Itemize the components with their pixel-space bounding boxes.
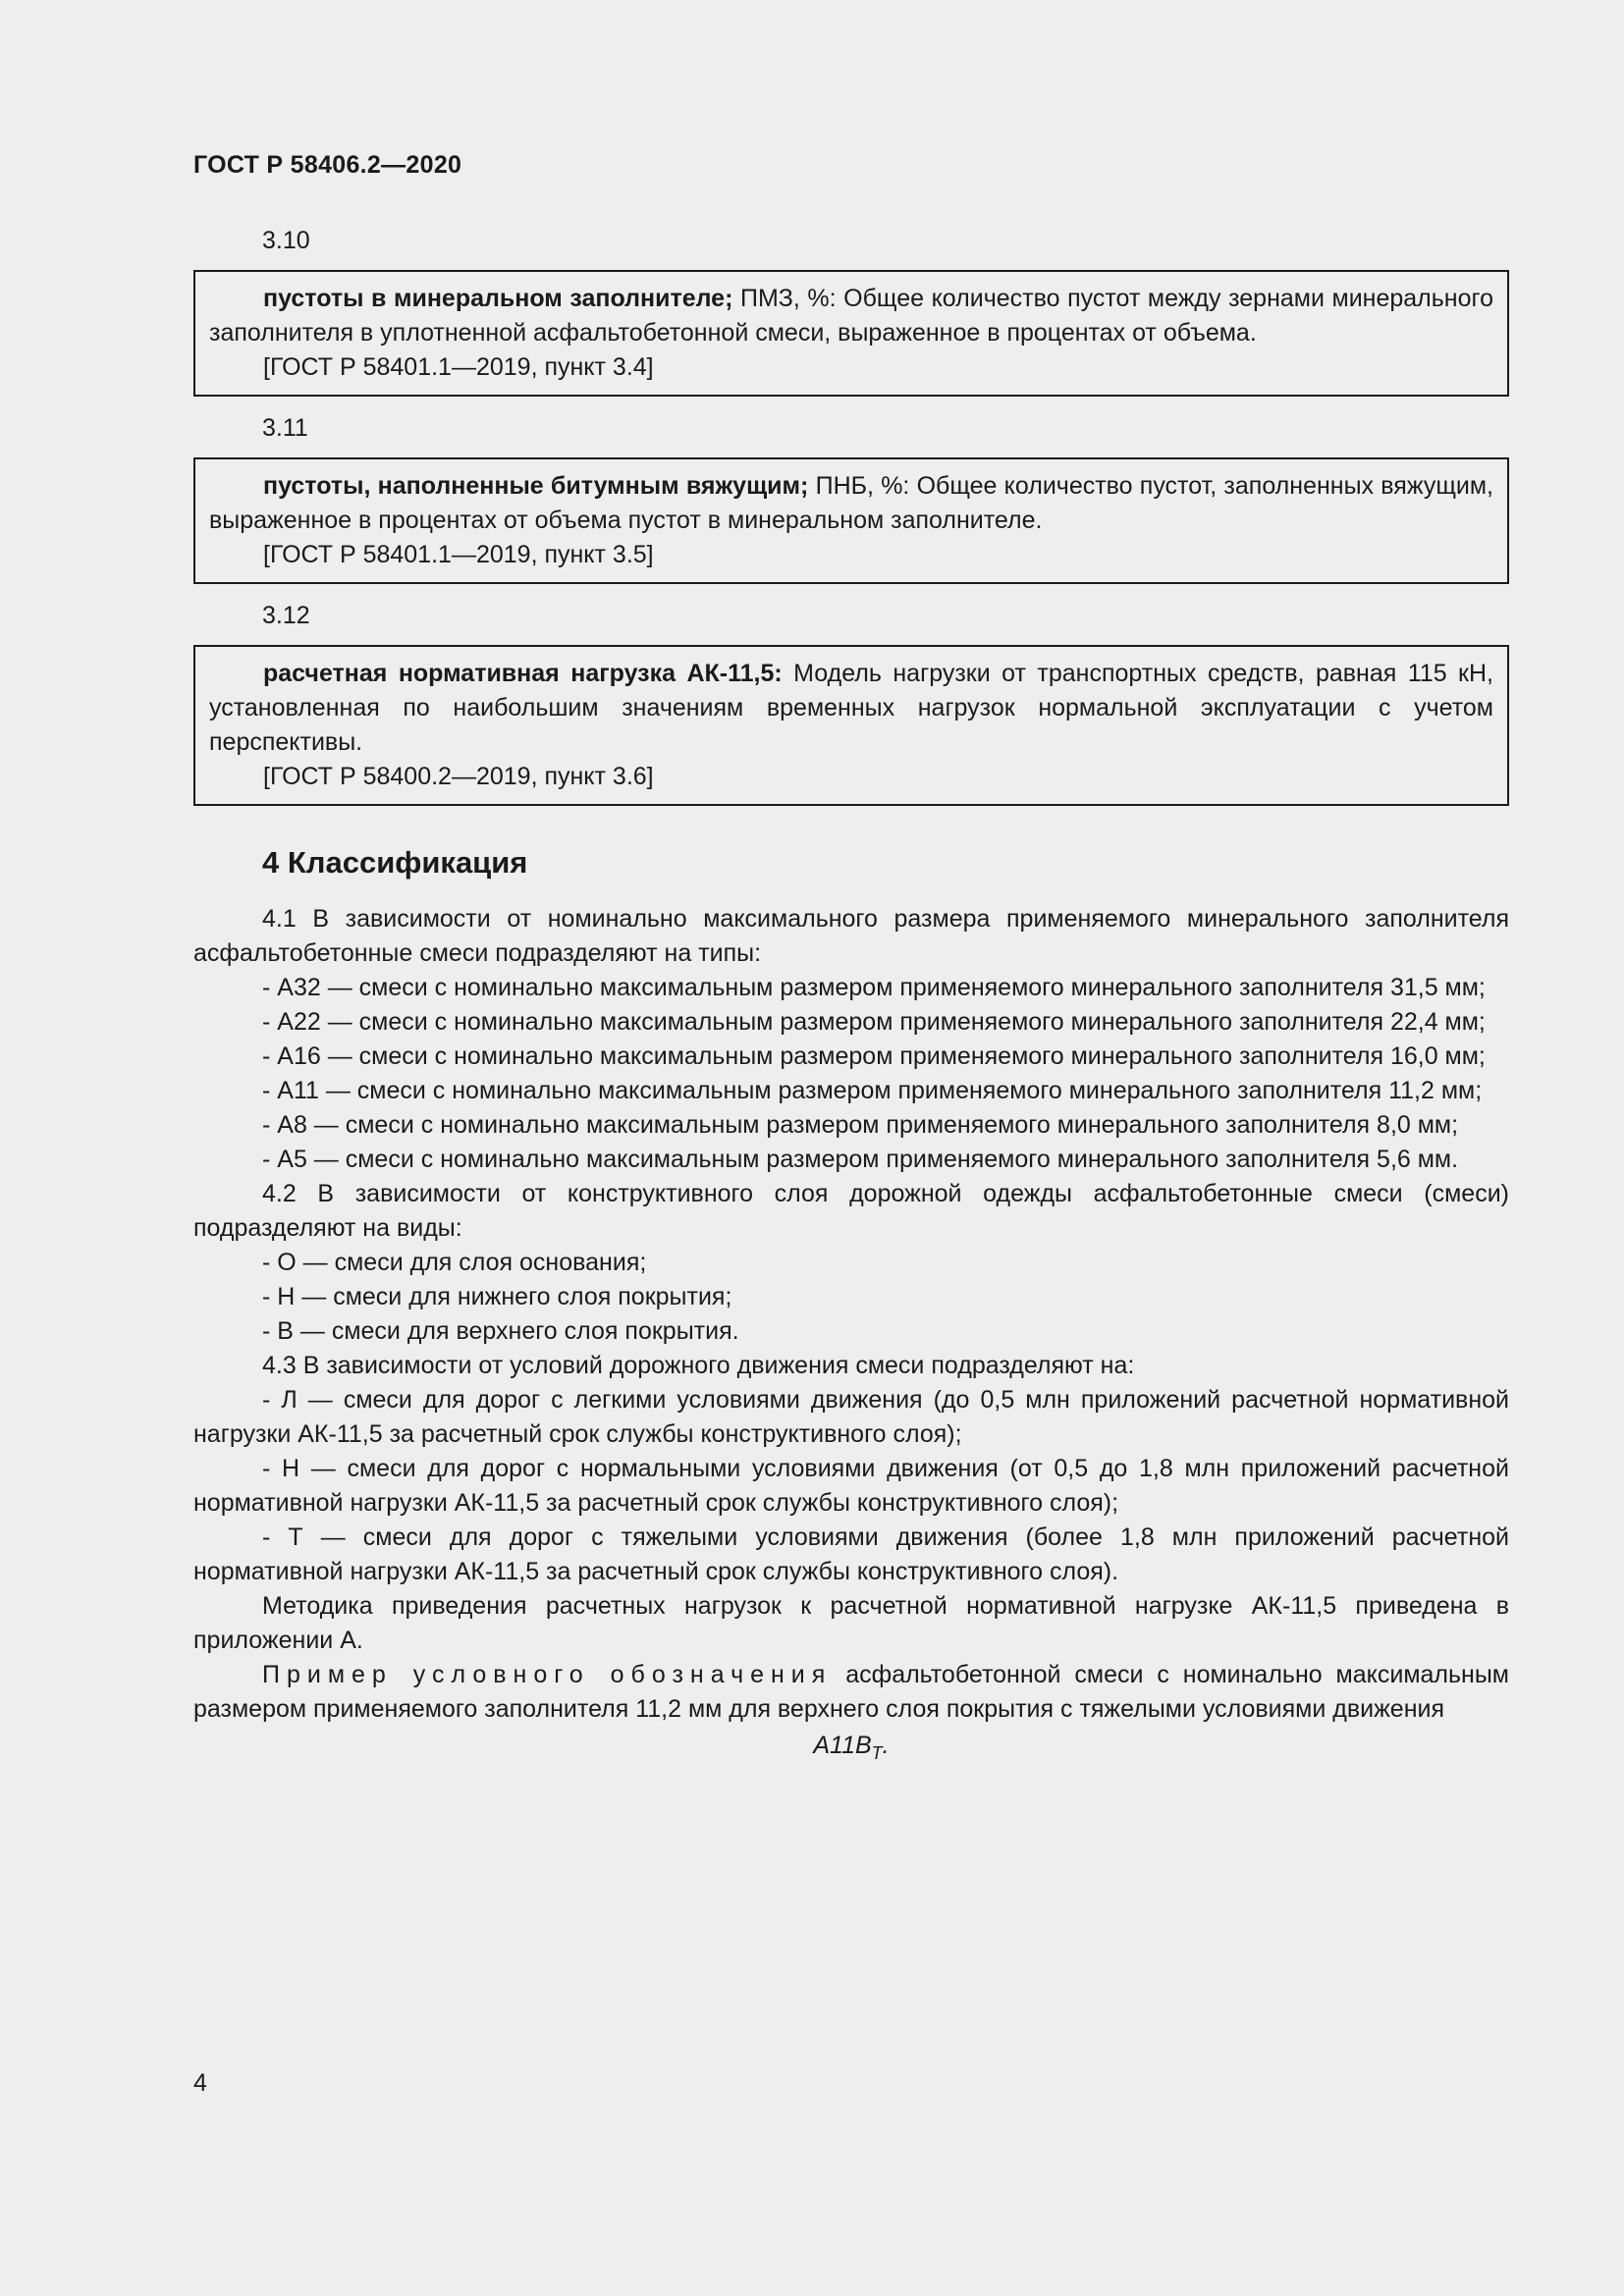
term-number: 3.11	[262, 414, 308, 442]
term-definition-box	[193, 457, 1509, 584]
page-number: 4	[193, 2069, 207, 2097]
example-label: Пример условного обозначения	[262, 1661, 833, 1688]
term-text: ПМЗ, %: Общее количество пустот между зернами минерального заполнителя в уплотненной асфальтобетонной смеси, выраженное в процентах от объема.	[209, 285, 1493, 347]
formula-main: А11В	[813, 1732, 872, 1759]
list-item-kind: - Н — смеси для нижнего слоя покрытия;	[262, 1283, 732, 1310]
list-item-kind: - О — смеси для слоя основания;	[262, 1249, 647, 1276]
list-item-type: - А8 — смеси с номинально максимальным размером применяемого минерального заполнителя 8,0 мм;	[262, 1111, 1459, 1139]
method-note: Методика приведения расчетных нагрузок к расчетной нормативной нагрузке АК-11,5 приведена в приложении А.	[193, 1592, 1509, 1654]
paragraph-4-1: 4.1 В зависимости от номинально максимального размера применяемого минерального заполнителя асфальтобетонные смеси подразделяют на типы:	[193, 905, 1509, 967]
term-definition	[209, 282, 1493, 350]
example-formula	[193, 1729, 1509, 1763]
term-definition	[209, 469, 1493, 538]
term-definition	[209, 657, 1493, 760]
list-item-type: - А5 — смеси с номинально максимальным размером применяемого минерального заполнителя 5,6 мм.	[262, 1146, 1459, 1173]
term-source: [ГОСТ Р 58401.1—2019, пункт 3.4]	[263, 353, 654, 381]
term-name: пустоты в минеральном заполнителе;	[263, 285, 733, 312]
term-text: ПНБ, %: Общее количество пустот, заполненных вяжущим, выраженное в процентах от объема пустот в минеральном заполнителе.	[209, 472, 1493, 534]
term-source: [ГОСТ Р 58400.2—2019, пункт 3.6]	[263, 763, 654, 790]
term-name: расчетная нормативная нагрузка АК-11,5:	[263, 660, 783, 687]
paragraph-4-2: 4.2 В зависимости от конструктивного слоя дорожной одежды асфальтобетонные смеси (смеси) подразделяют на виды:	[193, 1180, 1509, 1242]
formula-end: .	[882, 1732, 890, 1759]
document-header: ГОСТ Р 58406.2—2020	[193, 151, 462, 179]
term-definition-box	[193, 270, 1509, 397]
section-heading: 4 Классификация	[262, 845, 528, 880]
list-item-traffic: - Л — смеси для дорог с легкими условиями движения (до 0,5 млн приложений расчетной нормативной нагрузки АК-11,5 за расчетный срок службы конструктивного слоя);	[193, 1386, 1509, 1448]
page-content	[193, 224, 1509, 1763]
list-item-type: - А11 — смеси с номинально максимальным размером применяемого минерального заполнителя 11,2 мм;	[262, 1077, 1483, 1104]
list-item-type: - А22 — смеси с номинально максимальным размером применяемого минерального заполнителя 22,4 мм;	[262, 1008, 1486, 1036]
term-number: 3.12	[262, 602, 310, 629]
list-item-traffic: - Н — смеси для дорог с нормальными условиями движения (от 0,5 до 1,8 млн приложений расчетной нормативной нагрузки АК-11,5 за расчетный срок службы конструктивного слоя);	[193, 1455, 1509, 1517]
list-item-type: - А16 — смеси с номинально максимальным размером применяемого минерального заполнителя 16,0 мм;	[262, 1042, 1486, 1070]
formula-subscript: Т	[871, 1743, 883, 1763]
list-item-traffic: - Т — смеси для дорог с тяжелыми условиями движения (более 1,8 млн приложений расчетной нормативной нагрузки АК-11,5 за расчетный срок службы конструктивного слоя).	[193, 1523, 1509, 1585]
paragraph-4-3: 4.3 В зависимости от условий дорожного движения смеси подразделяют на:	[262, 1352, 1135, 1379]
term-definition-box	[193, 645, 1509, 806]
list-item-kind: - В — смеси для верхнего слоя покрытия.	[262, 1317, 739, 1345]
term-text: Модель нагрузки от транспортных средств, равная 115 кН, установленная по наибольшим значениям временных нагрузок нормальной эксплуатации с учетом перспективы.	[209, 660, 1493, 756]
example-paragraph	[193, 1658, 1509, 1727]
list-item-type: - А32 — смеси с номинально максимальным размером применяемого минерального заполнителя 31,5 мм;	[262, 974, 1486, 1001]
example-text: асфальтобетонной смеси с номинально максимальным размером применяемого заполнителя 11,2 мм для верхнего слоя покрытия с тяжелыми условиями движения	[193, 1661, 1509, 1723]
term-source: [ГОСТ Р 58401.1—2019, пункт 3.5]	[263, 541, 654, 568]
term-number: 3.10	[262, 227, 310, 254]
term-name: пустоты, наполненные битумным вяжущим;	[263, 472, 809, 500]
